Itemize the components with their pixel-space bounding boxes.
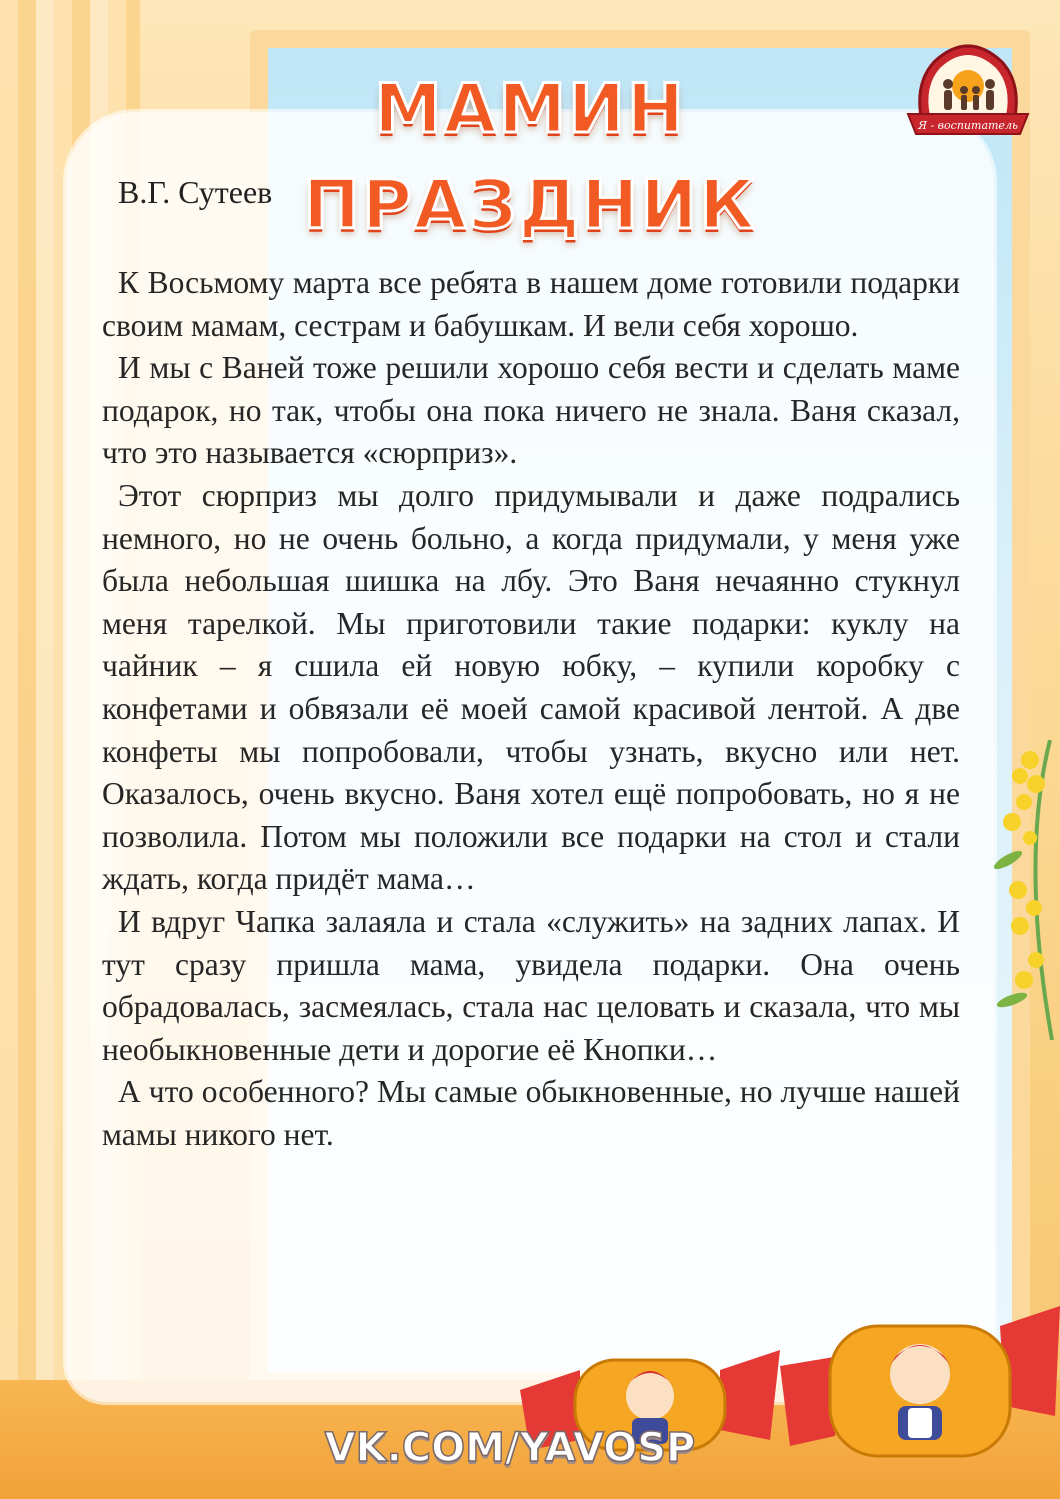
story-paragraph: Этот сюрприз мы долго придумывали и даже подрались немного, но не очень больно, а когда придумали, у меня уже была небольшая шишка на лбу. Это Ваня нечаянно стукнул меня тарелкой. Мы приготовили такие подарки: куклу на чайник – я сшила ей новую юбку, – купили коробку с конфетами и обвязали её моей самой красивой лентой. А две конфеты мы попробовали, чтобы узнать, вкусно или нет. Оказалось, очень вкусно. Ваня хотел ещё попробовать, но я не позволила. Потом мы положили все подарки на стол и стали ждать, когда придёт мама… (102, 477, 960, 897)
page-title: МАМИН ПРАЗДНИК (303, 70, 757, 245)
story-paragraph: А что особенного? Мы самые обыкновенные, но лучше нашей мамы никого нет. (102, 1074, 960, 1152)
author-name: В.Г. Сутеев (118, 174, 273, 210)
logo-caption: Я - воспитатель (918, 119, 1018, 132)
story-paragraph: И вдруг Чапка залаяла и стала «служить» на задних лапах. И тут сразу пришла мама, увидела подарки. Она очень обрадовалась, засмеялась, стала нас целовать и сказала, что мы необыкновенные дети и дорогие её Кнопки… (102, 903, 960, 1067)
story-text (102, 262, 960, 1156)
story-paragraph: К Восьмому марта все ребята в нашем доме готовили подарки своим мамам, сестрам и бабушкам. И вели себя хорошо. (102, 265, 960, 343)
family-sun-logo-icon (904, 34, 1032, 150)
story-paragraph: И мы с Ваней тоже решили хорошо себя вести и сделать маме подарок, но так, чтобы она пока ничего не знала. Ваня сказал, что это называется «сюрприз». (102, 350, 960, 471)
candy-icon (780, 1296, 1060, 1486)
vk-link[interactable]: VK.COM/YAVOSP (324, 1425, 696, 1471)
mimosa-flowers-icon (990, 740, 1060, 1040)
